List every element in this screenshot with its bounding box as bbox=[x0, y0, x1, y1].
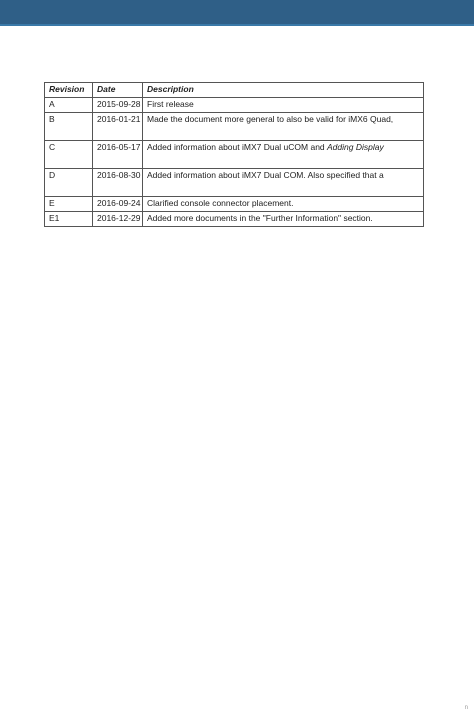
header-revision: Revision bbox=[45, 83, 93, 98]
cell-description: Made the document more general to also be valid for iMX6 Quad, bbox=[143, 113, 424, 141]
cell-date: 2016-05-17 bbox=[93, 141, 143, 169]
cell-date: 2016-12-29 bbox=[93, 212, 143, 227]
revision-history-table bbox=[44, 82, 424, 227]
cell-description: Added information about iMX7 Dual COM. Also specified that a bbox=[143, 169, 424, 197]
table-row bbox=[45, 113, 424, 141]
table-row bbox=[45, 212, 424, 227]
header-description: Description bbox=[143, 83, 424, 98]
table-row bbox=[45, 141, 424, 169]
cell-description: Added more documents in the "Further Information" section. bbox=[143, 212, 424, 227]
cell-revision: E1 bbox=[45, 212, 93, 227]
cell-revision: A bbox=[45, 98, 93, 113]
cell-revision: D bbox=[45, 169, 93, 197]
cell-revision: C bbox=[45, 141, 93, 169]
cell-description: First release bbox=[143, 98, 424, 113]
cell-date: 2015-09-28 bbox=[93, 98, 143, 113]
page-number: n bbox=[464, 705, 468, 711]
header-banner bbox=[0, 0, 474, 26]
table-row bbox=[45, 98, 424, 113]
cell-date: 2016-09-24 bbox=[93, 197, 143, 212]
header-date: Date bbox=[93, 83, 143, 98]
table-header-row bbox=[45, 83, 424, 98]
table-row bbox=[45, 197, 424, 212]
cell-revision: B bbox=[45, 113, 93, 141]
cell-revision: E bbox=[45, 197, 93, 212]
cell-date: 2016-01-21 bbox=[93, 113, 143, 141]
cell-description bbox=[143, 141, 424, 169]
cell-description-italic: Adding Display bbox=[327, 142, 384, 152]
cell-date: 2016-08-30 bbox=[93, 169, 143, 197]
cell-description-text: Added information about iMX7 Dual uCOM and bbox=[147, 142, 328, 152]
cell-description: Clarified console connector placement. bbox=[143, 197, 424, 212]
table-row bbox=[45, 169, 424, 197]
